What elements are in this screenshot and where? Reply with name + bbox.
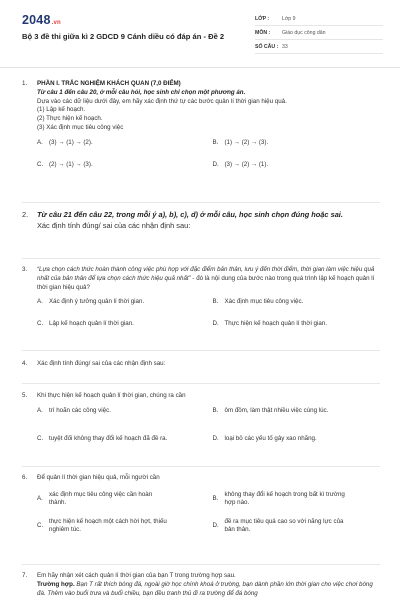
divider: [22, 383, 380, 384]
option-d[interactable]: D. Thực hiện kế hoạch quản lí thời gian.: [212, 320, 327, 328]
list-item: (2) Thực hiện kế hoạch.: [37, 115, 103, 123]
question-prompt: Dựa vào các dữ liệu dưới đây, em hãy xác định thứ tự các bước quản lí thời gian hiệu quả.: [37, 97, 287, 105]
question-number: 2.: [22, 210, 29, 219]
question-prompt: Xác định tính đúng/ sai của các nhận định sau:: [37, 360, 166, 367]
option-d[interactable]: D. loại bỏ các yếu tố gây xao nhãng.: [212, 435, 317, 443]
option-c[interactable]: C. Lập kế hoạch quản lí thời gian.: [37, 320, 134, 328]
option-b[interactable]: B. không thay đổi kế hoạch trong bất kì trường hợp nào.: [212, 490, 345, 507]
question-prompt: Em hãy nhận xét cách quản lí thời gian của bạn T trong trường hợp sau.: [37, 572, 236, 579]
question-2: [22, 210, 380, 231]
question-number: 3.: [22, 266, 28, 273]
section-instruction: Từ câu 1 đến câu 20, ở mỗi câu hỏi, học sinh chỉ chọn một phương án.: [37, 88, 246, 96]
question-number: 5.: [22, 392, 28, 399]
option-b[interactable]: B. (1) → (2) → (3).: [212, 138, 269, 146]
option-b[interactable]: B. Xác định mục tiêu công việc.: [212, 298, 304, 306]
option-d[interactable]: D. đề ra mục tiêu quá cao so với năng lực của bản thân.: [212, 517, 344, 534]
case-study: Trường hợp. Bạn T rất thích bóng đá, ngoài giờ học chính khoá ở trường, bạn dành phần lớn thời gian cho việc chơi bóng đá. Thêm vào buổi trưa và buổi chiều, bạn đều tranh thủ đi ra trường để đá bóng: [37, 580, 373, 597]
meta-row-subject: MÔN : Giáo dục công dân: [255, 26, 383, 40]
answer-options: [37, 136, 380, 180]
divider: [22, 564, 380, 565]
question-4: [22, 360, 380, 369]
option-b[interactable]: B. ôm đồm, làm thật nhiều việc cùng lúc.: [212, 406, 329, 414]
section-instruction: Từ câu 21 đến câu 22, trong mỗi ý a), b), c), d) ở mỗi câu, học sinh chọn đúng hoặc sai.: [37, 210, 343, 219]
divider: [22, 258, 380, 259]
list-item: (3) Xác định mục tiêu công việc: [37, 123, 124, 131]
divider: [22, 466, 380, 467]
option-a[interactable]: A. xác định mục tiêu công việc cần hoàn thành.: [37, 490, 153, 507]
question-number: 7.: [22, 572, 28, 579]
meta-row-grade: LỚP : Lớp 9: [255, 12, 383, 26]
answer-options: [37, 404, 380, 454]
option-d[interactable]: D. (3) → (2) → (1).: [212, 160, 269, 168]
question-prompt: “Lựa chọn cách thức hoàn thành công việc phù hợp với đặc điểm bản thân, lưu ý đến thời điểm, thời gian làm việc hiệu quả nhất của bản thân để lựa chọn cách thức hiệu quả nhất” - đó là nội dung của bước nào trong quá trình lập kế hoạch quản lí thời gian hiệu quả?: [37, 266, 375, 291]
option-a[interactable]: A. trì hoãn các công việc.: [37, 406, 111, 414]
page-header: [0, 0, 400, 68]
question-prompt: Để quản lí thời gian hiệu quả, mỗi người cần: [37, 474, 160, 481]
question-number: 1.: [22, 80, 28, 87]
list-item: (1) Lập kế hoạch.: [37, 106, 86, 114]
document-title: Bộ 3 đề thi giữa kì 2 GDCD 9 Cánh diều có đáp án - Đề 2: [22, 32, 225, 41]
option-a[interactable]: A. (3) → (1) → (2).: [37, 138, 93, 146]
question-7: [22, 572, 380, 598]
question-5: [22, 392, 380, 454]
question-number: 6.: [22, 474, 28, 481]
question-prompt: Xác định tính đúng/ sai của các nhận định sau:: [37, 220, 191, 230]
document-meta: [255, 12, 383, 54]
question-number: 4.: [22, 360, 28, 367]
site-logo[interactable]: 2048.vn: [22, 13, 61, 27]
answer-options: [37, 486, 380, 540]
option-c[interactable]: C. tuyệt đối không thay đổi kế hoạch đã đề ra.: [37, 435, 168, 443]
divider: [22, 202, 380, 203]
question-prompt: Khi thực hiện kế hoạch quản lí thời gian, chúng ra cần: [37, 392, 186, 399]
answer-options: [37, 295, 380, 339]
option-c[interactable]: C. thực hiện kế hoạch một cách hời hợt, thiếu nghiêm túc.: [37, 517, 167, 534]
meta-row-count: SỐ CÂU : 33: [255, 40, 383, 54]
option-a[interactable]: A. Xác định ý tưởng quản lí thời gian.: [37, 298, 145, 306]
section-heading: PHẦN I. TRẮC NGHIỆM KHÁCH QUAN (7,0 ĐIỂM): [37, 80, 181, 87]
option-c[interactable]: C. (2) → (1) → (3).: [37, 160, 93, 168]
question-3: [22, 266, 380, 339]
question-1: [22, 80, 380, 180]
question-6: [22, 474, 380, 540]
divider: [22, 350, 380, 351]
